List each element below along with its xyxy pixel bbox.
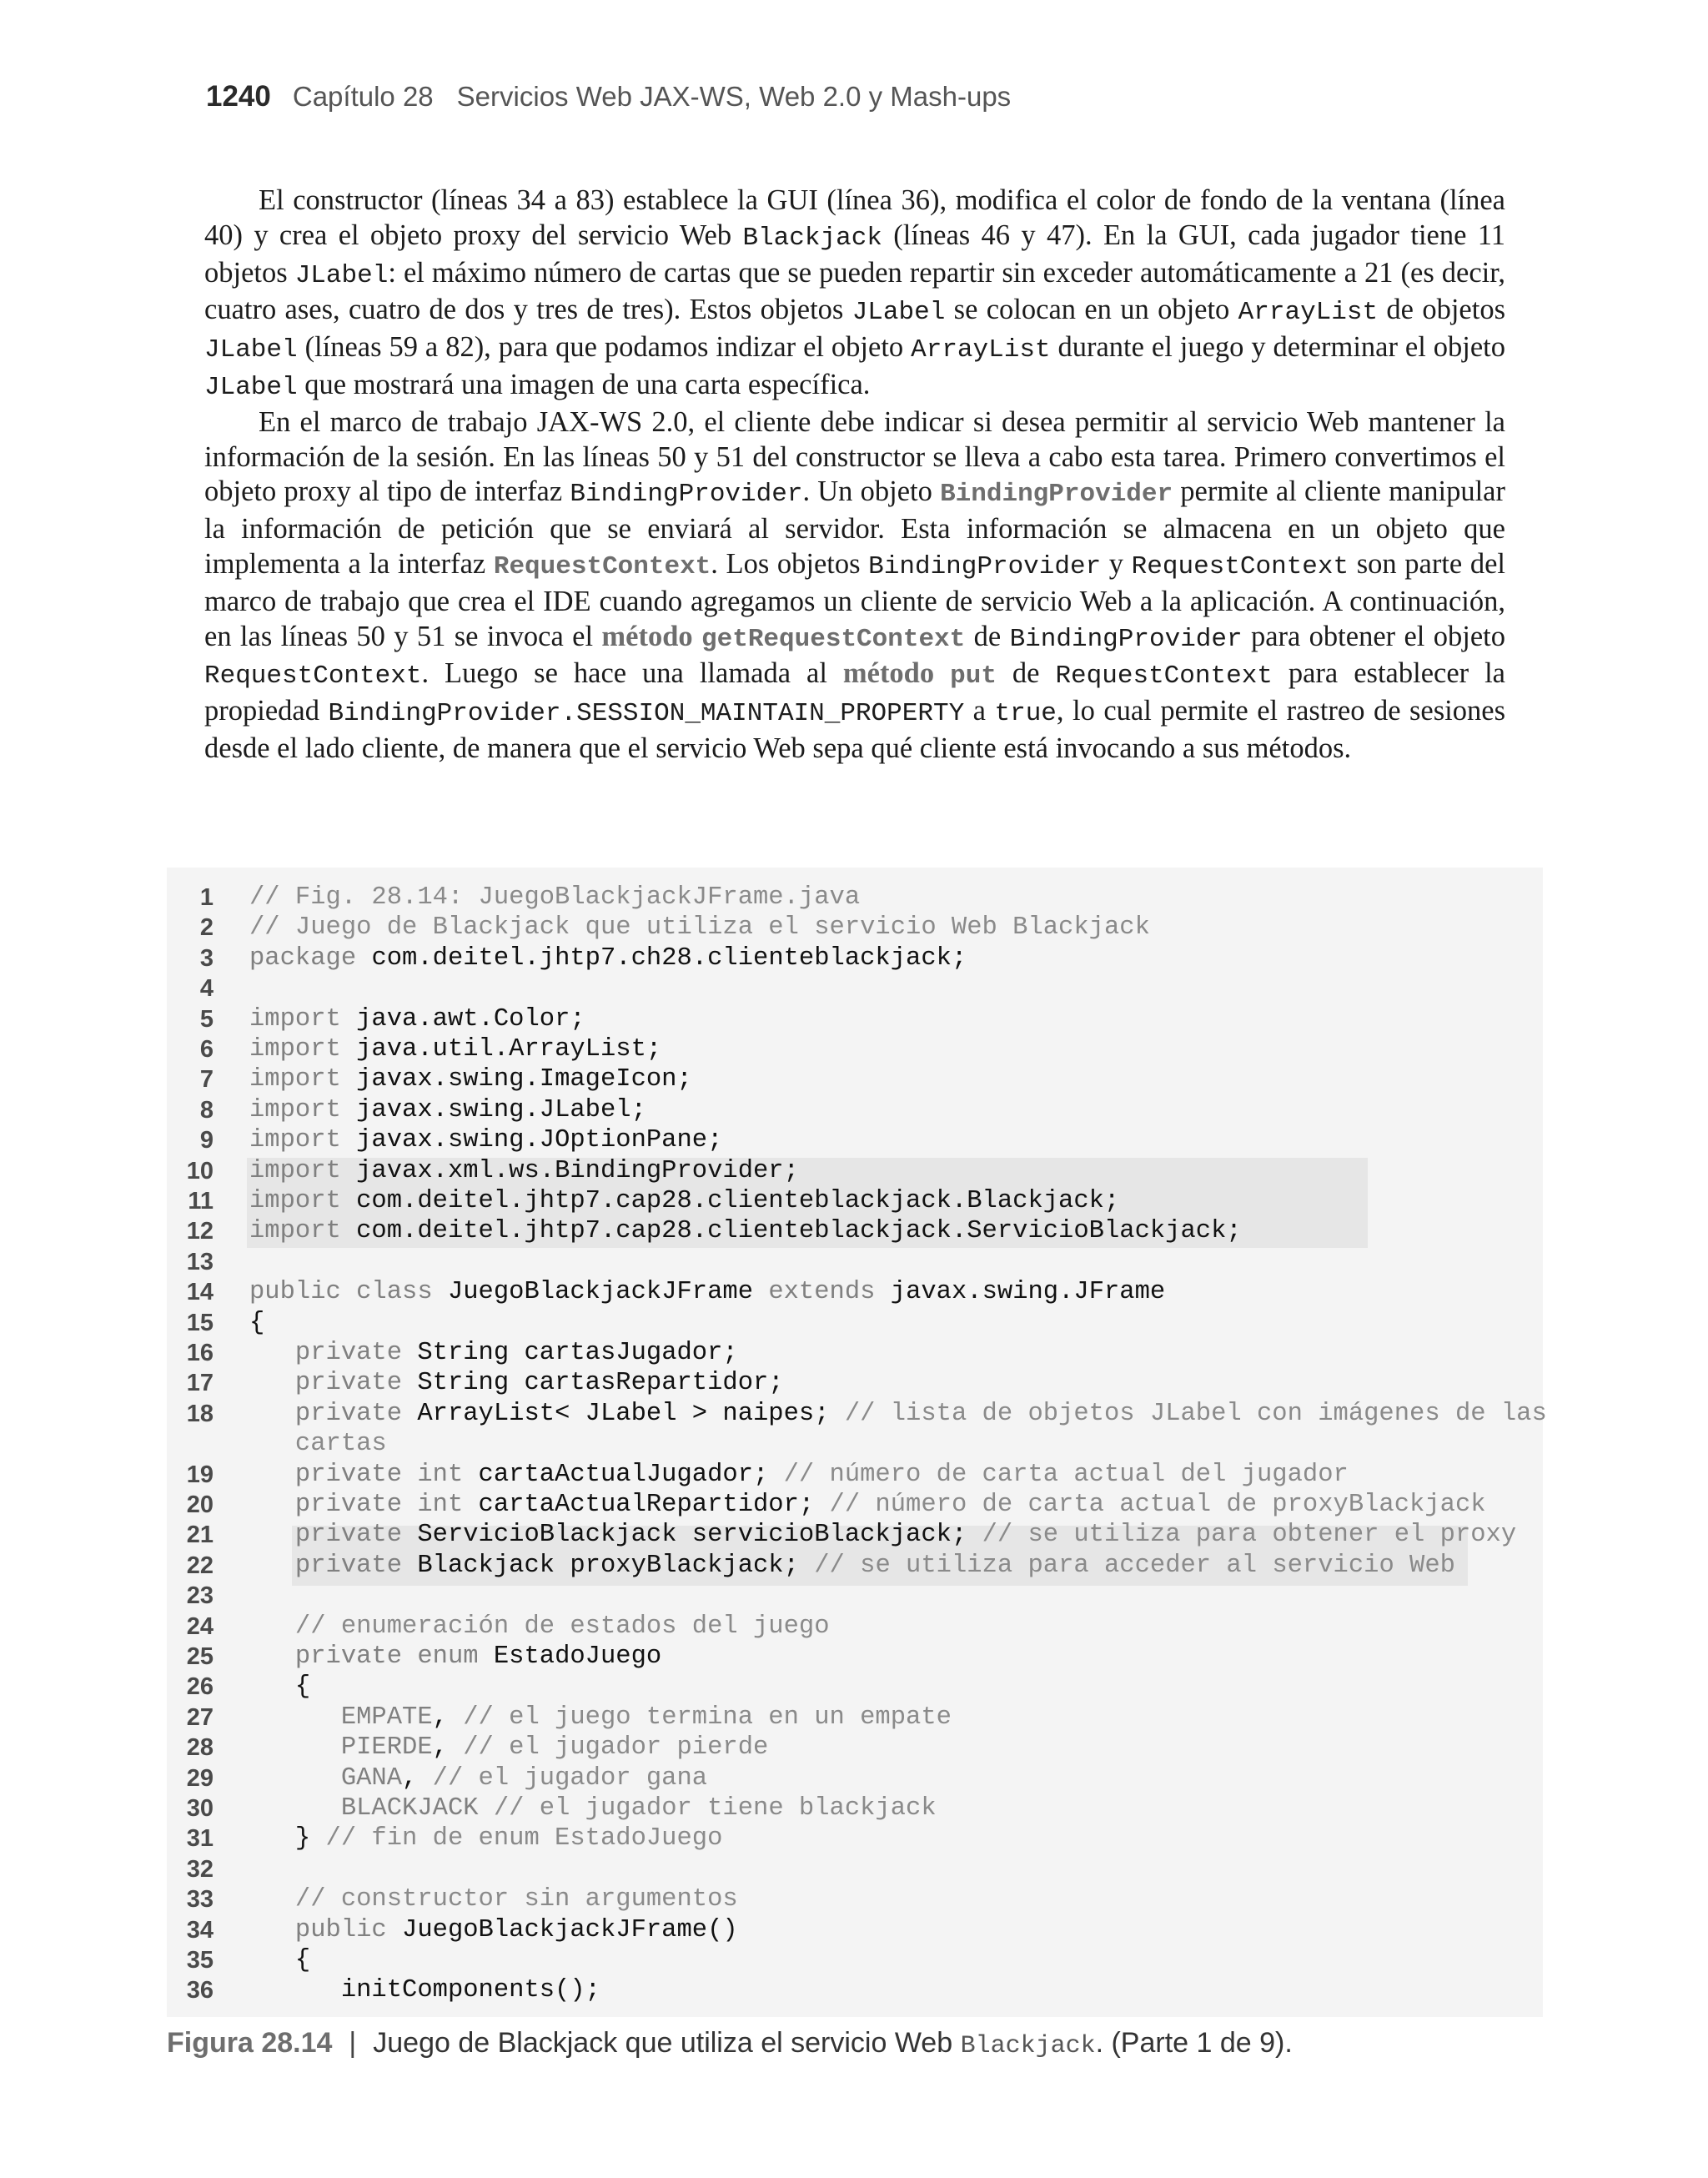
code-text: // constructor sin argumentos — [249, 1885, 738, 1914]
code-text: private int cartaActualJugador; // número de carta actual del jugador — [249, 1460, 1349, 1489]
code-listing — [167, 868, 1547, 2017]
code-text: initComponents(); — [249, 1976, 600, 2005]
paragraph-2: En el marco de trabajo JAX-WS 2.0, el cliente debe indicar si desea permitir al servicio Web mantener la información de la sesión. En las líneas 50 y 51 del constructor se lleva a cabo esta tarea. Primero convertimos el objeto proxy al tipo de interfaz BindingProvider. Un objeto BindingProvider permite al cliente manipular la información de petición que se enviará al servidor. Esta información se almacena en un objeto que implementa a la interfaz RequestContext. Los objetos BindingProvider y RequestContext son parte del marco de trabajo que crea el IDE cuando agregamos un cliente de servicio Web a la aplicación. A continuación, en las líneas 50 y 51 se invoca el método getRequestContext de BindingProvider para obtener el objeto RequestContext. Luego se hace una llamada al método put de RequestContext para establecer la propiedad BindingProvider.SESSION_MAINTAIN_PROPERTY a true, lo cual permite el rastreo de sesiones desde el lado cliente, de manera que el servicio Web sepa qué cliente está invocando a sus métodos. — [204, 405, 1505, 764]
code-text: import javax.swing.JLabel; — [249, 1095, 646, 1124]
line-number: 16 — [186, 1340, 214, 1366]
line-number: 26 — [186, 1673, 214, 1701]
code-text: } // fin de enum EstadoJuego — [249, 1824, 723, 1854]
paragraph-1: El constructor (líneas 34 a 83) establece la GUI (línea 36), modifica el color de fondo de la ventana (línea 40) y crea el objeto proxy del servicio Web Blackjack (líneas 46 y 47). En la GUI, cada jugador tiene 11 objetos JLabel: el máximo número de cartas que se pueden repartir sin exceder automáticamente a 21 (es decir, cuatro ases, cuatro de dos y tres de tres). Estos objetos JLabel se colocan en un objeto ArrayList de objetos JLabel (líneas 59 a 82), para que podamos indizar el objeto ArrayList durante el juego y determinar el objeto JLabel que mostrará una imagen de una carta específica. — [204, 184, 1505, 402]
code-text: import com.deitel.jhtp7.cap28.clienteblackjack.Blackjack; — [249, 1187, 1120, 1215]
line-number: 10 — [186, 1157, 214, 1185]
line-number: 35 — [186, 1947, 214, 1974]
code-text: import java.util.ArrayList; — [249, 1035, 662, 1064]
code-text: EMPATE, // el juego termina en un empate — [249, 1703, 952, 1732]
line-number: 36 — [186, 1977, 214, 2004]
code-text: cartas — [249, 1430, 387, 1459]
line-number: 27 — [186, 1703, 214, 1731]
line-number: 21 — [186, 1522, 214, 1549]
code-text: { — [249, 1308, 265, 1337]
line-number: 28 — [186, 1734, 214, 1762]
code-text: private int cartaActualRepartidor; // número de carta actual de proxyBlackjack — [249, 1491, 1486, 1519]
line-number: 17 — [186, 1370, 214, 1397]
line-number: 23 — [186, 1582, 214, 1610]
code-text: import javax.swing.ImageIcon; — [249, 1065, 692, 1094]
line-number: 2 — [199, 914, 214, 942]
code-text: private Blackjack proxyBlackjack; // se utiliza para acceder al servicio Web — [249, 1551, 1455, 1580]
line-number: 19 — [186, 1461, 214, 1488]
line-number: 3 — [199, 944, 214, 972]
line-number: 4 — [199, 975, 214, 1003]
figure-caption — [167, 2027, 1293, 2060]
caption-tail: . (Parte 1 de 9). — [1095, 2027, 1293, 2059]
code-text: import com.deitel.jhtp7.cap28.clienteblackjack.ServicioBlackjack; — [249, 1217, 1242, 1246]
line-number: 7 — [199, 1066, 214, 1094]
code-text: { — [249, 1946, 311, 1974]
caption-code: Blackjack — [960, 2032, 1096, 2060]
code-text: import javax.xml.ws.BindingProvider; — [249, 1156, 799, 1185]
line-number: 29 — [186, 1764, 214, 1792]
code-text: { — [249, 1672, 311, 1702]
figure-label: Figura 28.14 — [167, 2027, 333, 2059]
line-number: 14 — [186, 1279, 214, 1306]
code-text: private ArrayList< JLabel > naipes; // lista de objetos JLabel con imágenes de las — [249, 1399, 1547, 1428]
code-text: public class JuegoBlackjackJFrame extends javax.swing.JFrame — [249, 1278, 1166, 1307]
line-number: 22 — [186, 1552, 214, 1579]
caption-text: Juego de Blackjack que utiliza el servicio Web — [373, 2027, 961, 2059]
code-text: package com.deitel.jhtp7.ch28.clienteblackjack; — [249, 943, 967, 973]
code-text: // Fig. 28.14: JuegoBlackjackJFrame.java — [249, 883, 861, 912]
line-number: 18 — [186, 1400, 214, 1427]
code-text: // enumeración de estados del juego — [249, 1612, 830, 1641]
line-number: 8 — [199, 1096, 214, 1124]
line-number: 24 — [186, 1612, 214, 1640]
chapter-label: Capítulo 28 — [292, 81, 434, 112]
line-number: 13 — [186, 1248, 214, 1275]
line-number: 5 — [199, 1005, 214, 1033]
line-number: 32 — [186, 1855, 214, 1883]
line-number: 33 — [186, 1886, 214, 1914]
line-number: 1 — [199, 884, 214, 911]
line-number: 9 — [199, 1127, 214, 1154]
code-text: private ServicioBlackjack servicioBlackjack; // se utiliza para obtener el proxy — [249, 1521, 1517, 1550]
code-text: import java.awt.Color; — [249, 1004, 585, 1034]
line-number: 11 — [188, 1188, 214, 1215]
caption-separator: | — [349, 2027, 357, 2059]
line-number: 30 — [186, 1795, 214, 1822]
code-text: private enum EstadoJuego — [249, 1642, 662, 1671]
code-text: private String cartasJugador; — [249, 1339, 738, 1367]
line-number: 20 — [186, 1491, 214, 1518]
body-text — [204, 184, 1505, 767]
code-text: import javax.swing.JOptionPane; — [249, 1126, 723, 1155]
code-text: // Juego de Blackjack que utiliza el servicio Web Blackjack — [249, 913, 1150, 943]
line-number: 34 — [186, 1916, 214, 1944]
code-text: PIERDE, // el jugador pierde — [249, 1733, 769, 1763]
chapter-title: Servicios Web JAX-WS, Web 2.0 y Mash-ups — [456, 81, 1012, 112]
line-number: 6 — [199, 1036, 214, 1063]
running-head — [206, 80, 1011, 113]
code-text: GANA, // el jugador gana — [249, 1763, 708, 1793]
line-number: 25 — [186, 1643, 214, 1670]
line-number: 12 — [186, 1218, 214, 1245]
page-number: 1240 — [206, 80, 271, 113]
code-text: public JuegoBlackjackJFrame() — [249, 1915, 738, 1944]
line-number: 31 — [186, 1825, 214, 1853]
code-text: BLACKJACK // el jugador tiene blackjack — [249, 1794, 937, 1823]
line-number: 15 — [186, 1309, 214, 1336]
code-text: private String cartasRepartidor; — [249, 1369, 784, 1398]
